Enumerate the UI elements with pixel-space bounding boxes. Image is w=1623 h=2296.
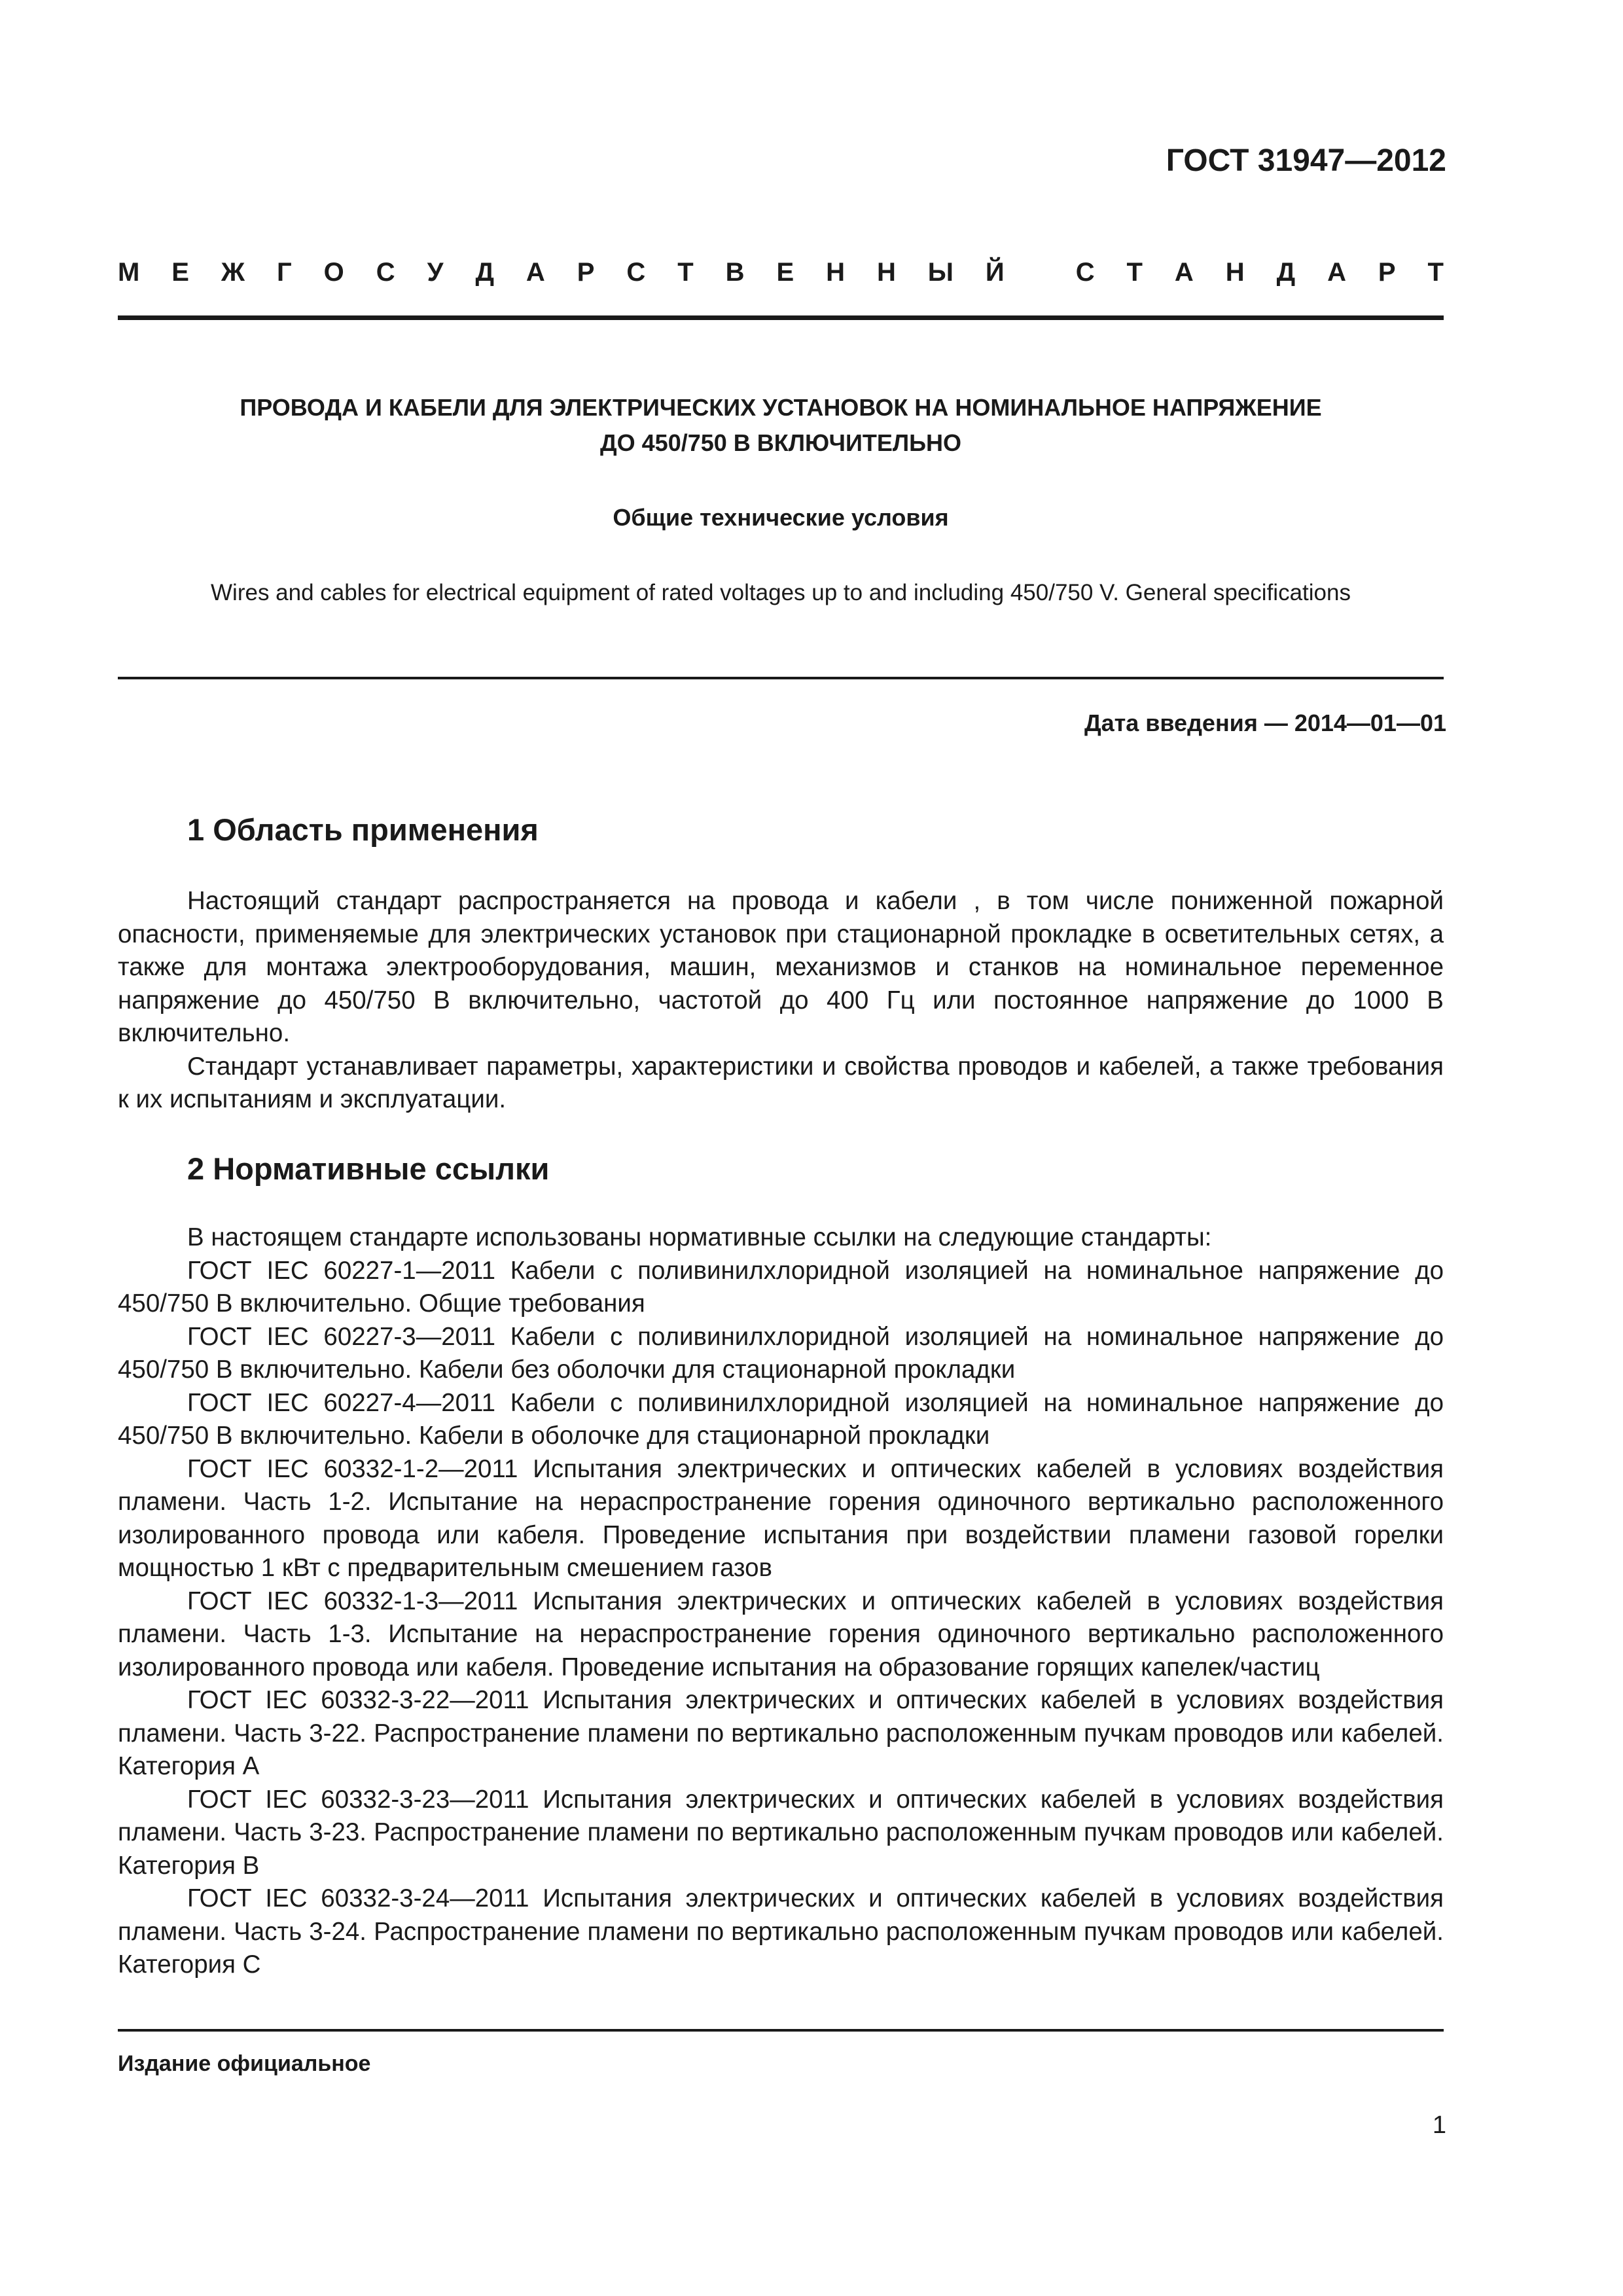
- edition-label: Издание официальное: [118, 2051, 371, 2076]
- banner-letter: О: [323, 258, 344, 287]
- banner-letter: Н: [826, 258, 845, 287]
- interstate-standard-banner: [118, 258, 1444, 287]
- banner-letter: Р: [577, 258, 595, 287]
- banner-letter: Ы: [927, 258, 954, 287]
- banner-letter: Р: [1378, 258, 1396, 287]
- reference-item: ГОСТ IEC 60332-3-22—2011 Испытания электрических и оптических кабелей в условиях воздействия пламени. Часть 3-22. Распространение пламени по вертикально расположенным пучкам проводов или кабелей. Категория А: [118, 1686, 1444, 1780]
- section-heading: 1 Область применения: [187, 812, 539, 847]
- document-subtitle-ru: Общие технические условия: [613, 504, 949, 531]
- title-ru-line-1: ПРОВОДА И КАБЕЛИ ДЛЯ ЭЛЕКТРИЧЕСКИХ УСТАНОВОК НА НОМИНАЛЬНОЕ НАПРЯЖЕНИЕ: [240, 394, 1322, 421]
- banner-letter: А: [1327, 258, 1346, 287]
- introduction-date: Дата введения — 2014—01—01: [1084, 709, 1446, 736]
- reference-item: ГОСТ IEC 60227-1—2011 Кабели с поливинилхлоридной изоляцией на номинальное напряжение до 450/750 В включительно. Общие требования: [118, 1256, 1444, 1318]
- banner-letter: [1037, 258, 1044, 287]
- banner-letter: Е: [776, 258, 794, 287]
- banner-letter: Д: [475, 258, 494, 287]
- document-title-en: Wires and cables for electrical equipment of rated voltages up to and including 450/750 V. General specifications: [211, 580, 1351, 605]
- banner-letter: Т: [1427, 258, 1444, 287]
- reference-item: ГОСТ IEC 60332-1-2—2011 Испытания электрических и оптических кабелей в условиях воздействия пламени. Часть 1-2. Испытание на нераспространение горения одиночного вертикально расположенного изолированного провода или кабеля. Проведение испытания при воздействии пламени газовой горелки мощностью 1 кВт с предварительным смешением газов: [118, 1454, 1444, 1582]
- section-body: [118, 1221, 1444, 1982]
- banner-letter: У: [427, 258, 444, 287]
- banner-letter: Н: [1225, 258, 1245, 287]
- banner-rule: [118, 315, 1444, 320]
- banner-letter: Т: [1126, 258, 1143, 287]
- banner-letter: В: [725, 258, 745, 287]
- reference-item: ГОСТ IEC 60227-3—2011 Кабели с поливинилхлоридной изоляцией на номинальное напряжение до 450/750 В включительно. Кабели без оболочки для стационарной прокладки: [118, 1322, 1444, 1384]
- banner-letter: С: [626, 258, 646, 287]
- banner-letter: Д: [1276, 258, 1296, 287]
- banner-letter: А: [1174, 258, 1194, 287]
- reference-item: ГОСТ IEC 60332-3-23—2011 Испытания электрических и оптических кабелей в условиях воздействия пламени. Часть 3-23. Распространение пламени по вертикально расположенным пучкам проводов или кабелей. Категория В: [118, 1785, 1444, 1880]
- banner-letter: Т: [677, 258, 694, 287]
- document-code: ГОСТ 31947—2012: [1166, 143, 1446, 178]
- banner-letter: С: [376, 258, 395, 287]
- paragraph: В настоящем стандарте использованы нормативные ссылки на следующие стандарты:: [187, 1223, 1212, 1251]
- banner-letter: Ж: [221, 258, 245, 287]
- title-rule: [118, 677, 1444, 679]
- title-ru-line-2: ДО 450/750 В ВКЛЮЧИТЕЛЬНО: [600, 429, 961, 456]
- page-number: 1: [1432, 2111, 1446, 2139]
- section-body: [118, 885, 1444, 1117]
- paragraph: Стандарт устанавливает параметры, характеристики и свойства проводов и кабелей, а также требования к их испытаниям и эксплуатации.: [118, 1052, 1444, 1113]
- document-title-ru: [118, 390, 1444, 461]
- reference-item: ГОСТ IEC 60332-3-24—2011 Испытания электрических и оптических кабелей в условиях воздействия пламени. Часть 3-24. Распространение пламени по вертикально расположенным пучкам проводов или кабелей. Категория С: [118, 1884, 1444, 1979]
- reference-item: ГОСТ IEC 60227-4—2011 Кабели с поливинилхлоридной изоляцией на номинальное напряжение до 450/750 В включительно. Кабели в оболочке для стационарной прокладки: [118, 1388, 1444, 1450]
- footer-rule: [118, 2029, 1444, 2032]
- banner-letter: Н: [876, 258, 896, 287]
- banner-letter: Е: [171, 258, 189, 287]
- banner-letter: Г: [277, 258, 292, 287]
- banner-letter: С: [1075, 258, 1095, 287]
- reference-item: ГОСТ IEC 60332-1-3—2011 Испытания электрических и оптических кабелей в условиях воздействия пламени. Часть 1-3. Испытание на нераспространение горения одиночного вертикально расположенного изолированного провода или кабеля. Проведение испытания на образование горящих капелек/частиц: [118, 1587, 1444, 1681]
- banner-letter: М: [118, 258, 140, 287]
- banner-letter: Й: [985, 258, 1005, 287]
- paragraph: Настоящий стандарт распространяется на провода и кабели , в том числе пониженной пожарной опасности, применяемые для электрических установок при стационарной прокладке в осветительных сетях, а также для монтажа электрооборудования, машин, механизмов и станков на номинальное переменное напряжение до 450/750 В включительно, частотой до 400 Гц или постоянное напряжение до 1000 В включительно.: [118, 887, 1444, 1047]
- banner-letter: А: [526, 258, 545, 287]
- section-heading: 2 Нормативные ссылки: [187, 1151, 550, 1186]
